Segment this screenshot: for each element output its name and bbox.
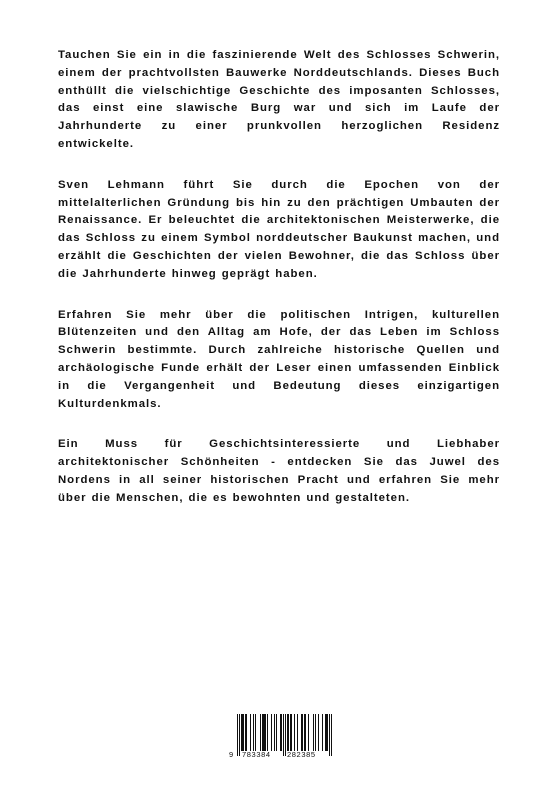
barcode-bar [297,714,298,751]
blurb-text [58,47,500,531]
barcode-bar [260,714,261,751]
barcode-bar [264,714,265,751]
barcode-bar [283,714,284,756]
barcode-bar [280,714,281,751]
barcode-bar [288,714,289,751]
barcode-bar [326,714,327,751]
blurb-paragraph-1: Tauchen Sie ein in die faszinierende Welt des Schlosses Schwerin, einem der prachtvollsten Bauwerke Norddeutschlands. Dieses Buch enthüllt die vielschichtige Geschichte des imposanten Schlosses, das einst eine slawische Burg war und sich im Laufe der Jahrhunderte zu einer prunkvollen herzoglichen Residenz entwickelte. [58,49,500,150]
barcode-right-digits: 282385 [287,750,316,759]
barcode-bar [243,714,244,751]
barcode-left-digits: 783384 [242,750,271,759]
blurb-paragraph-2: Sven Lehmann führt Sie durch die Epochen von der mittelalterlichen Gründung bis hin zu den prächtigen Umbauten der Renaissance. Er beleuchtet die architektonischen Meisterwerke, die das Schloss zu einem Symbol norddeutscher Baukunst machen, und erzählt die Geschichten der vielen Bewohner, die das Schloss über die Jahrhunderte hinweg geprägt haben. [58,178,500,280]
barcode-bar [276,714,277,751]
barcode-bar [245,714,246,751]
barcode-bar [263,714,264,751]
barcode-bar [271,714,272,751]
barcode-bar [267,714,268,751]
barcode-bar [281,714,282,751]
barcode-bar [290,714,291,751]
barcode-bar [239,714,240,756]
barcode-bar [255,714,256,751]
barcode-bar [242,714,243,751]
barcode-bar [253,714,254,751]
barcode-bar [237,714,238,756]
barcode-bar [325,714,326,751]
barcode-bar [322,714,323,751]
blurb-paragraph-3: Erfahren Sie mehr über die politischen Intrigen, kulturellen Blütenzeiten und den Alltag am Hofe, der das Leben im Schloss Schwerin bestimmte. Durch zahlreiche historische Quellen und archäologische Funde erhält der Leser einen umfassenden Einblick in die Vergangenheit und Bedeutung dieses einzigartigen Kulturdenkmals. [58,308,500,410]
isbn-barcode [228,713,332,761]
barcode-bar [262,714,263,751]
barcode-bar [302,714,303,751]
barcode-bar [250,714,251,751]
blurb-paragraph-4: Ein Muss für Geschichtsinteressierte und Liebhaber architektonischer Schönheiten - entdecken Sie das Juwel des Nordens in all seiner historischen Pracht und erfahren Sie mehr über die Menschen, die es bewohnten und gestalteten. [58,438,500,504]
barcode-bar [285,714,286,756]
barcode-bar [313,714,314,751]
barcode-first-digit: 9 [229,750,234,759]
barcode-bar [304,714,305,751]
barcode-bar [308,714,309,751]
barcode-bar [287,714,288,751]
barcode-bar [301,714,302,751]
barcode-bar [331,714,332,756]
barcode-bar [291,714,292,751]
barcode-bar [305,714,306,751]
barcode-bar [294,714,295,751]
barcode-bar [274,714,275,751]
barcode-bar [318,714,319,751]
barcode-bar [315,714,316,751]
barcode-bar [241,714,242,751]
barcode-bar [246,714,247,751]
barcode-bar [327,714,328,751]
barcode-bar [265,714,266,751]
barcode-bar [329,714,330,756]
